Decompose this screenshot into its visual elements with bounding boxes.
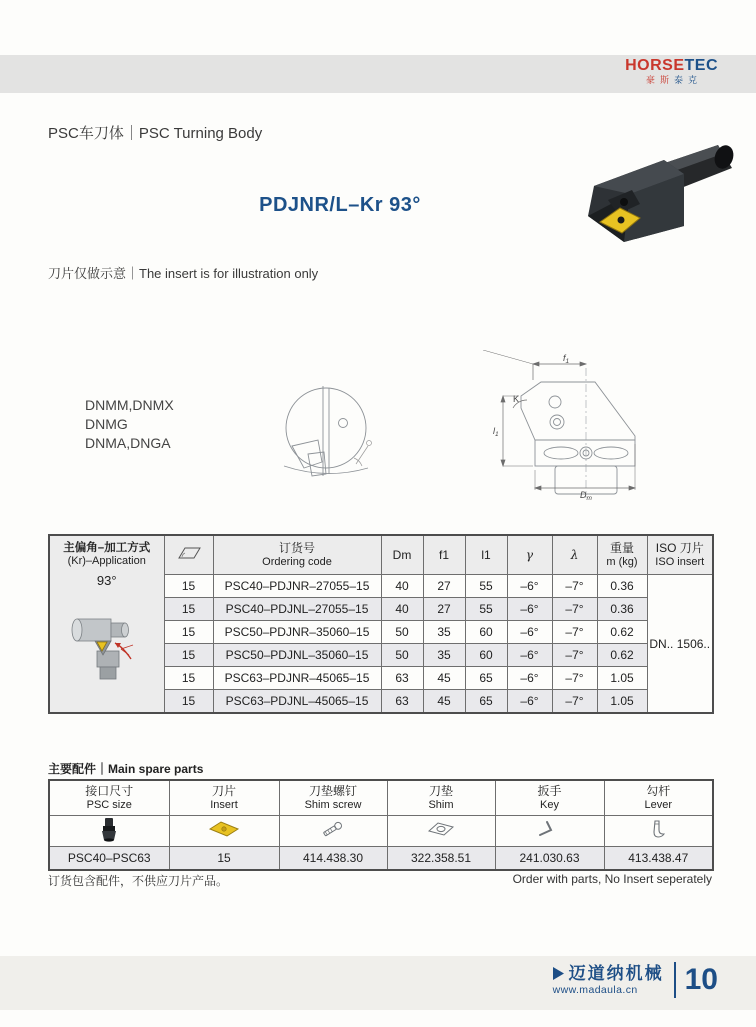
shim-value: 322.358.51: [387, 847, 495, 871]
dim-k-label: K: [513, 394, 520, 404]
cell-dm: 50: [381, 644, 423, 667]
cell-l1: 65: [465, 667, 507, 690]
lever-header: 勾杆 Lever: [604, 780, 713, 816]
cell-lambda: –7°: [552, 667, 597, 690]
brand-logo: [625, 58, 718, 85]
cell-l1: 60: [465, 644, 507, 667]
cell-l1: 65: [465, 690, 507, 714]
model-heading: PDJNR/L–Kr 93°: [259, 194, 421, 216]
insert-types-line3: DNMA,DNGA: [85, 435, 171, 451]
cell-gamma: –6°: [507, 667, 552, 690]
cell-gamma: –6°: [507, 621, 552, 644]
spare-parts-title: 主要配件｜Main spare parts: [48, 762, 204, 776]
cell-f1: 27: [423, 598, 465, 621]
cell-f1: 35: [423, 621, 465, 644]
cell-size: 15: [164, 575, 213, 598]
footer-website: www.madaula.cn: [552, 983, 638, 996]
weight-header-cn: 重量: [609, 540, 634, 555]
page-number: 10: [684, 963, 718, 996]
brand-logo-cn-blue: 泰克: [674, 75, 703, 85]
footer-company-name: 迈道纳机械: [568, 963, 664, 983]
f1-header: f1: [423, 535, 465, 575]
key-icon: [495, 816, 604, 847]
cell-weight: 1.05: [597, 690, 647, 714]
cell-weight: 0.36: [597, 575, 647, 598]
workpiece: [72, 619, 129, 641]
cell-weight: 0.62: [597, 644, 647, 667]
dim-f1-label: $f_1$: [563, 353, 570, 365]
weight-header-en: m (kg): [606, 555, 638, 568]
cell-size: 15: [164, 598, 213, 621]
weight-header: [597, 535, 647, 575]
cell-code: PSC50–PDJNL–35060–15: [213, 644, 381, 667]
cell-f1: 35: [423, 644, 465, 667]
cell-weight: 1.05: [597, 667, 647, 690]
lever-value: 413.438.47: [604, 847, 713, 871]
brand-arrow-icon: [553, 967, 564, 980]
cell-code: PSC50–PDJNR–35060–15: [213, 621, 381, 644]
dm-header: Dm: [381, 535, 423, 575]
product-photo: [566, 130, 738, 252]
kr-header-en: (Kr)–Application: [67, 555, 146, 568]
cell-lambda: –7°: [552, 575, 597, 598]
insert-illustration-note: 刀片仅做示意｜The insert is for illustration only: [48, 266, 319, 281]
lever-icon: [604, 816, 713, 847]
cell-lambda: –7°: [552, 644, 597, 667]
compatible-inserts-list: [85, 396, 174, 453]
spare-parts-header: [49, 780, 713, 816]
psc-size-header: 接口尺寸 PSC size: [49, 780, 169, 816]
iso-header-cn: ISO 刀片: [655, 540, 704, 555]
cell-dm: 50: [381, 621, 423, 644]
shim-screw-icon: [279, 816, 387, 847]
shim-screw-header: 刀垫螺钉 Shim screw: [279, 780, 387, 816]
insert-icon: [169, 816, 279, 847]
cell-gamma: –6°: [507, 644, 552, 667]
cell-dm: 63: [381, 667, 423, 690]
cell-code: PSC63–PDJNL–45065–15: [213, 690, 381, 714]
cell-lambda: –7°: [552, 690, 597, 714]
cell-lambda: –7°: [552, 598, 597, 621]
order-note-cn: 订货包含配件，不供应刀片产品。: [48, 874, 229, 888]
cell-f1: 27: [423, 575, 465, 598]
insert-size-header: [164, 535, 213, 575]
lambda-header: λ: [552, 535, 597, 575]
iso-insert-header: [647, 535, 713, 575]
cell-size: 15: [164, 644, 213, 667]
tool-holder-mini: [95, 641, 119, 679]
kr-angle-value: 93°: [96, 573, 117, 589]
footer-brand: [553, 962, 718, 998]
cell-l1: 55: [465, 598, 507, 621]
insert-types-line1: DNMM,DNMX: [85, 397, 174, 413]
ordering-table: [48, 534, 714, 714]
iso-header-en: ISO insert: [655, 555, 705, 568]
cell-code: PSC40–PDJNL–27055–15: [213, 598, 381, 621]
brand-logo-chinese: [625, 76, 718, 85]
cell-size: 15: [164, 667, 213, 690]
brand-logo-wordmark: [625, 58, 718, 74]
l1-header: l1: [465, 535, 507, 575]
key-header: 扳手 Key: [495, 780, 604, 816]
cell-dm: 40: [381, 598, 423, 621]
ordering-code-header: [213, 535, 381, 575]
insert-header: 刀片 Insert: [169, 780, 279, 816]
application-illustration: [59, 597, 155, 689]
cell-size: 15: [164, 621, 213, 644]
brand-logo-red-part: HORSE: [625, 57, 685, 74]
cell-weight: 0.62: [597, 621, 647, 644]
order-notes: [48, 872, 712, 889]
brand-logo-cn-red: 豪斯: [646, 75, 675, 85]
insert-types-line2: DNMG: [85, 416, 128, 432]
cell-weight: 0.36: [597, 598, 647, 621]
dim-dm-label: $D_m$: [580, 490, 592, 500]
footer-divider: [674, 962, 676, 998]
spare-parts-values-row: [49, 847, 713, 871]
cell-gamma: –6°: [507, 690, 552, 714]
dim-l1-label: $l_1$: [493, 426, 499, 438]
cell-l1: 55: [465, 575, 507, 598]
cell-gamma: –6°: [507, 598, 552, 621]
shim-screw-value: 414.438.30: [279, 847, 387, 871]
cell-code: PSC63–PDJNR–45065–15: [213, 667, 381, 690]
cell-dm: 63: [381, 690, 423, 714]
cell-gamma: –6°: [507, 575, 552, 598]
order-note-en: Order with parts, No Insert seperately: [512, 872, 712, 886]
brand-logo-blue-part: TEC: [684, 57, 718, 74]
cell-lambda: –7°: [552, 621, 597, 644]
spare-parts-icons-row: [49, 816, 713, 847]
cell-dm: 40: [381, 575, 423, 598]
psc-size-value: PSC40–PSC63: [49, 847, 169, 871]
side-view-drawing: [483, 350, 658, 500]
key-value: 241.030.63: [495, 847, 604, 871]
cell-f1: 45: [423, 690, 465, 714]
kr-application-cell: [49, 535, 164, 713]
insert-value: 15: [169, 847, 279, 871]
ordering-table-header: [49, 535, 713, 575]
cell-code: PSC40–PDJNR–27055–15: [213, 575, 381, 598]
shim-icon: [387, 816, 495, 847]
shim-header: 刀垫 Shim: [387, 780, 495, 816]
insert-shape-icon: [175, 545, 203, 561]
angle-mark: [121, 645, 133, 655]
ordering-code-header-en: Ordering code: [262, 555, 332, 568]
psc-coupling-icon: [49, 816, 169, 847]
iso-insert-value: DN.. 1506..: [647, 575, 713, 714]
spare-parts-table: [48, 779, 714, 871]
kr-header-cn: 主偏角–加工方式: [63, 542, 151, 554]
ordering-code-header-cn: 订货号: [278, 540, 315, 555]
cell-f1: 45: [423, 667, 465, 690]
cell-l1: 60: [465, 621, 507, 644]
end-view-drawing: [256, 376, 396, 491]
page-title: PSC车刀体｜PSC Turning Body: [48, 125, 263, 142]
cell-size: 15: [164, 690, 213, 714]
gamma-header: γ: [507, 535, 552, 575]
